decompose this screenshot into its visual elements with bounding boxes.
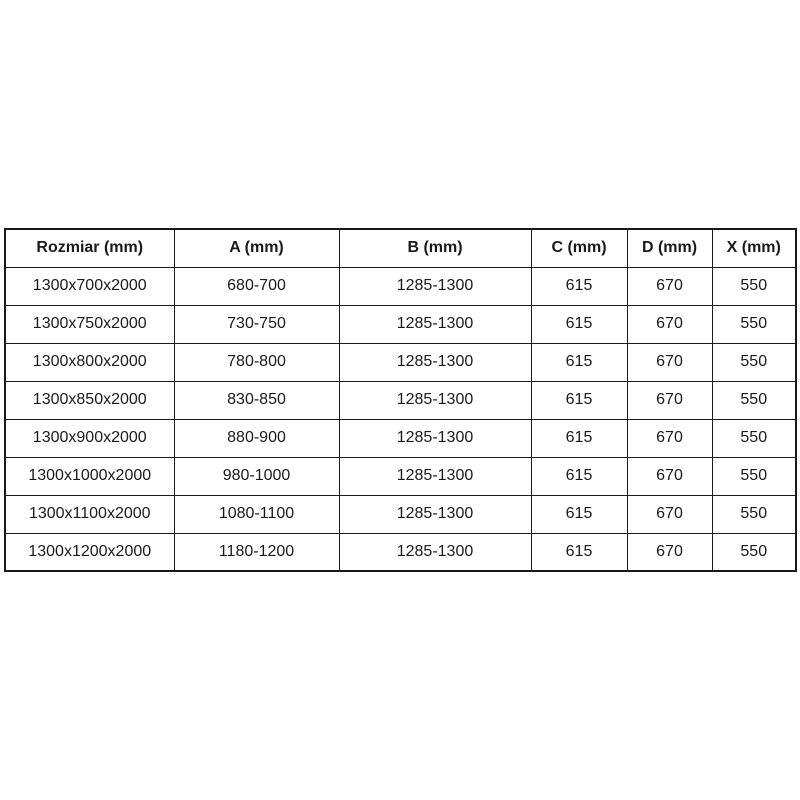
cell-rozmiar: 1300x750x2000: [5, 305, 174, 343]
table-row: [5, 305, 796, 343]
cell-a: 680-700: [174, 267, 339, 305]
cell-rozmiar: 1300x900x2000: [5, 419, 174, 457]
cell-d: 670: [627, 495, 712, 533]
table-header-row: [5, 229, 796, 267]
cell-c: 615: [531, 533, 627, 571]
table-row: [5, 495, 796, 533]
cell-b: 1285-1300: [339, 305, 531, 343]
cell-a: 730-750: [174, 305, 339, 343]
cell-x: 550: [712, 419, 796, 457]
cell-rozmiar: 1300x1000x2000: [5, 457, 174, 495]
table-row: [5, 533, 796, 571]
table-body: [5, 267, 796, 571]
cell-d: 670: [627, 533, 712, 571]
column-header-c: C (mm): [531, 229, 627, 267]
cell-d: 670: [627, 457, 712, 495]
table-row: [5, 419, 796, 457]
cell-x: 550: [712, 343, 796, 381]
cell-a: 830-850: [174, 381, 339, 419]
cell-b: 1285-1300: [339, 343, 531, 381]
column-header-rozmiar: Rozmiar (mm): [5, 229, 174, 267]
cell-rozmiar: 1300x800x2000: [5, 343, 174, 381]
cell-d: 670: [627, 381, 712, 419]
cell-rozmiar: 1300x1200x2000: [5, 533, 174, 571]
cell-x: 550: [712, 305, 796, 343]
table-head: [5, 229, 796, 267]
cell-rozmiar: 1300x850x2000: [5, 381, 174, 419]
cell-c: 615: [531, 305, 627, 343]
cell-x: 550: [712, 495, 796, 533]
cell-c: 615: [531, 381, 627, 419]
cell-c: 615: [531, 343, 627, 381]
cell-d: 670: [627, 343, 712, 381]
table-row: [5, 457, 796, 495]
cell-x: 550: [712, 381, 796, 419]
cell-c: 615: [531, 267, 627, 305]
cell-b: 1285-1300: [339, 381, 531, 419]
cell-x: 550: [712, 267, 796, 305]
cell-d: 670: [627, 305, 712, 343]
column-header-x: X (mm): [712, 229, 796, 267]
cell-c: 615: [531, 457, 627, 495]
cell-a: 780-800: [174, 343, 339, 381]
cell-rozmiar: 1300x1100x2000: [5, 495, 174, 533]
column-header-d: D (mm): [627, 229, 712, 267]
cell-a: 980-1000: [174, 457, 339, 495]
cell-b: 1285-1300: [339, 533, 531, 571]
cell-c: 615: [531, 495, 627, 533]
cell-x: 550: [712, 533, 796, 571]
table-row: [5, 267, 796, 305]
column-header-b: B (mm): [339, 229, 531, 267]
cell-a: 1080-1100: [174, 495, 339, 533]
cell-rozmiar: 1300x700x2000: [5, 267, 174, 305]
cell-a: 880-900: [174, 419, 339, 457]
size-specification-table: [4, 228, 797, 572]
table-row: [5, 343, 796, 381]
cell-a: 1180-1200: [174, 533, 339, 571]
column-header-a: A (mm): [174, 229, 339, 267]
cell-x: 550: [712, 457, 796, 495]
cell-b: 1285-1300: [339, 419, 531, 457]
cell-d: 670: [627, 419, 712, 457]
cell-b: 1285-1300: [339, 267, 531, 305]
cell-b: 1285-1300: [339, 495, 531, 533]
cell-b: 1285-1300: [339, 457, 531, 495]
table-row: [5, 381, 796, 419]
cell-d: 670: [627, 267, 712, 305]
cell-c: 615: [531, 419, 627, 457]
